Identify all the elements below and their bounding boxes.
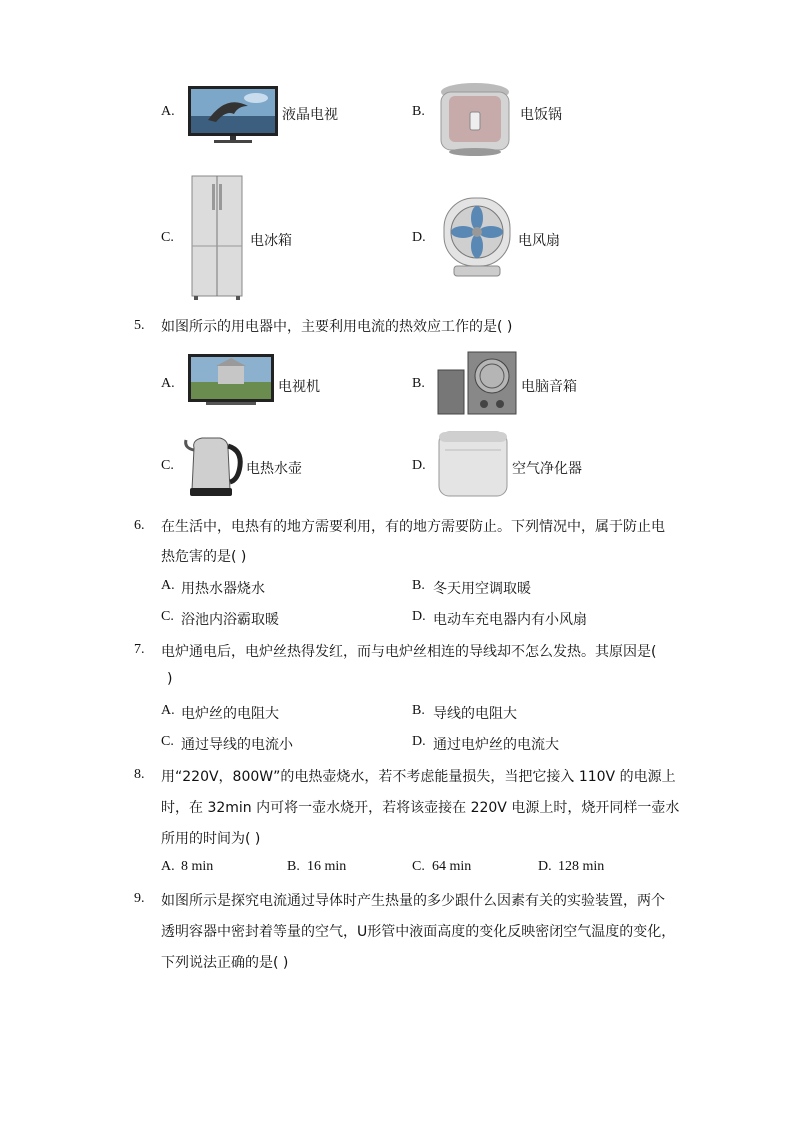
q5-option-c-letter: C. <box>161 458 174 473</box>
q7-option-d-label: 通过电炉丝的电流大 <box>433 737 559 753</box>
television-icon <box>186 352 276 412</box>
q5-option-d-label: 空气净化器 <box>512 461 582 477</box>
q8-option-d-letter: D. <box>538 859 552 874</box>
q6-option-c-letter: C. <box>161 609 174 624</box>
q6-option-d-label: 电动车充电器内有小风扇 <box>433 612 587 628</box>
q8-stem-line-2: 时，在 32min 内可将一壶水烧开，若将该壶接在 220V 电源上时，烧开同样一壶水 <box>161 800 680 816</box>
electric-kettle-icon <box>184 430 246 498</box>
q5-option-a-letter: A. <box>161 376 175 391</box>
q4-option-d-letter: D. <box>412 230 426 245</box>
q6-option-d-letter: D. <box>412 609 426 624</box>
q7-number: 7. <box>134 642 145 657</box>
q6-number: 6. <box>134 518 145 533</box>
q5-option-a-label: 电视机 <box>278 379 320 395</box>
q4-option-d-label: 电风扇 <box>518 233 560 249</box>
q6-option-a-label: 用热水器烧水 <box>181 581 265 597</box>
refrigerator-icon <box>188 174 246 302</box>
q6-stem-line-2: 热危害的是( ) <box>161 549 247 565</box>
q9-number: 9. <box>134 891 145 906</box>
q8-stem-line-1: 用“220V，800W”的电热壶烧水，若不考虑能量损失，当把它接入 110V 的电源上 <box>161 769 676 785</box>
lcd-tv-icon <box>186 84 280 146</box>
q9-stem-line-1: 如图所示是探究电流通过导体时产生热量的多少跟什么因素有关的实验装置，两个 <box>161 893 665 909</box>
q9-stem-line-2: 透明容器中密封着等量的空气，U形管中液面高度的变化反映密闭空气温度的变化， <box>161 924 676 940</box>
q7-stem-line-1: 电炉通电后，电炉丝热得发红，而与电炉丝相连的导线却不怎么发热。其原因是( <box>161 644 657 660</box>
computer-speaker-icon <box>436 350 518 416</box>
q8-option-b-letter: B. <box>287 859 300 874</box>
air-purifier-icon <box>437 430 509 498</box>
q8-option-c-letter: C. <box>412 859 425 874</box>
q4-option-c-label: 电冰箱 <box>250 233 292 249</box>
q7-option-c-letter: C. <box>161 734 174 749</box>
q4-option-c-letter: C. <box>161 230 174 245</box>
q7-option-c-label: 通过导线的电流小 <box>181 737 293 753</box>
q7-option-a-label: 电炉丝的电阻大 <box>181 706 279 722</box>
q8-option-d-label: 128 min <box>558 859 605 874</box>
q7-option-a-letter: A. <box>161 703 175 718</box>
q4-option-b-letter: B. <box>412 104 425 119</box>
q5-option-b-letter: B. <box>412 376 425 391</box>
q6-stem-line-1: 在生活中，电热有的地方需要利用，有的地方需要防止。下列情况中，属于防止电 <box>161 519 665 535</box>
q7-stem-line-2: ) <box>167 671 173 687</box>
q8-option-a-letter: A. <box>161 859 175 874</box>
q7-option-b-label: 导线的电阻大 <box>433 706 517 722</box>
q5-number: 5. <box>134 318 145 333</box>
q9-stem-line-3: 下列说法正确的是( ) <box>161 955 289 971</box>
q8-option-b-label: 16 min <box>307 859 347 874</box>
q4-option-a-label: 液晶电视 <box>282 107 338 123</box>
electric-fan-icon <box>440 196 514 280</box>
q4-option-a-letter: A. <box>161 104 175 119</box>
q8-number: 8. <box>134 767 145 782</box>
q6-option-b-letter: B. <box>412 578 425 593</box>
q6-option-a-letter: A. <box>161 578 175 593</box>
q6-option-c-label: 浴池内浴霸取暖 <box>181 612 279 628</box>
q5-option-d-letter: D. <box>412 458 426 473</box>
q5-stem: 如图所示的用电器中，主要利用电流的热效应工作的是( ) <box>161 319 513 335</box>
q4-option-b-label: 电饭锅 <box>520 107 562 123</box>
q6-option-b-label: 冬天用空调取暖 <box>433 581 531 597</box>
q8-stem-line-3: 所用的时间为( ) <box>161 831 261 847</box>
q5-option-c-label: 电热水壶 <box>246 461 302 477</box>
q7-option-b-letter: B. <box>412 703 425 718</box>
rice-cooker-icon <box>437 80 513 158</box>
q5-option-b-label: 电脑音箱 <box>521 379 577 395</box>
q7-option-d-letter: D. <box>412 734 426 749</box>
q8-option-a-label: 8 min <box>181 859 214 874</box>
q8-option-c-label: 64 min <box>432 859 472 874</box>
